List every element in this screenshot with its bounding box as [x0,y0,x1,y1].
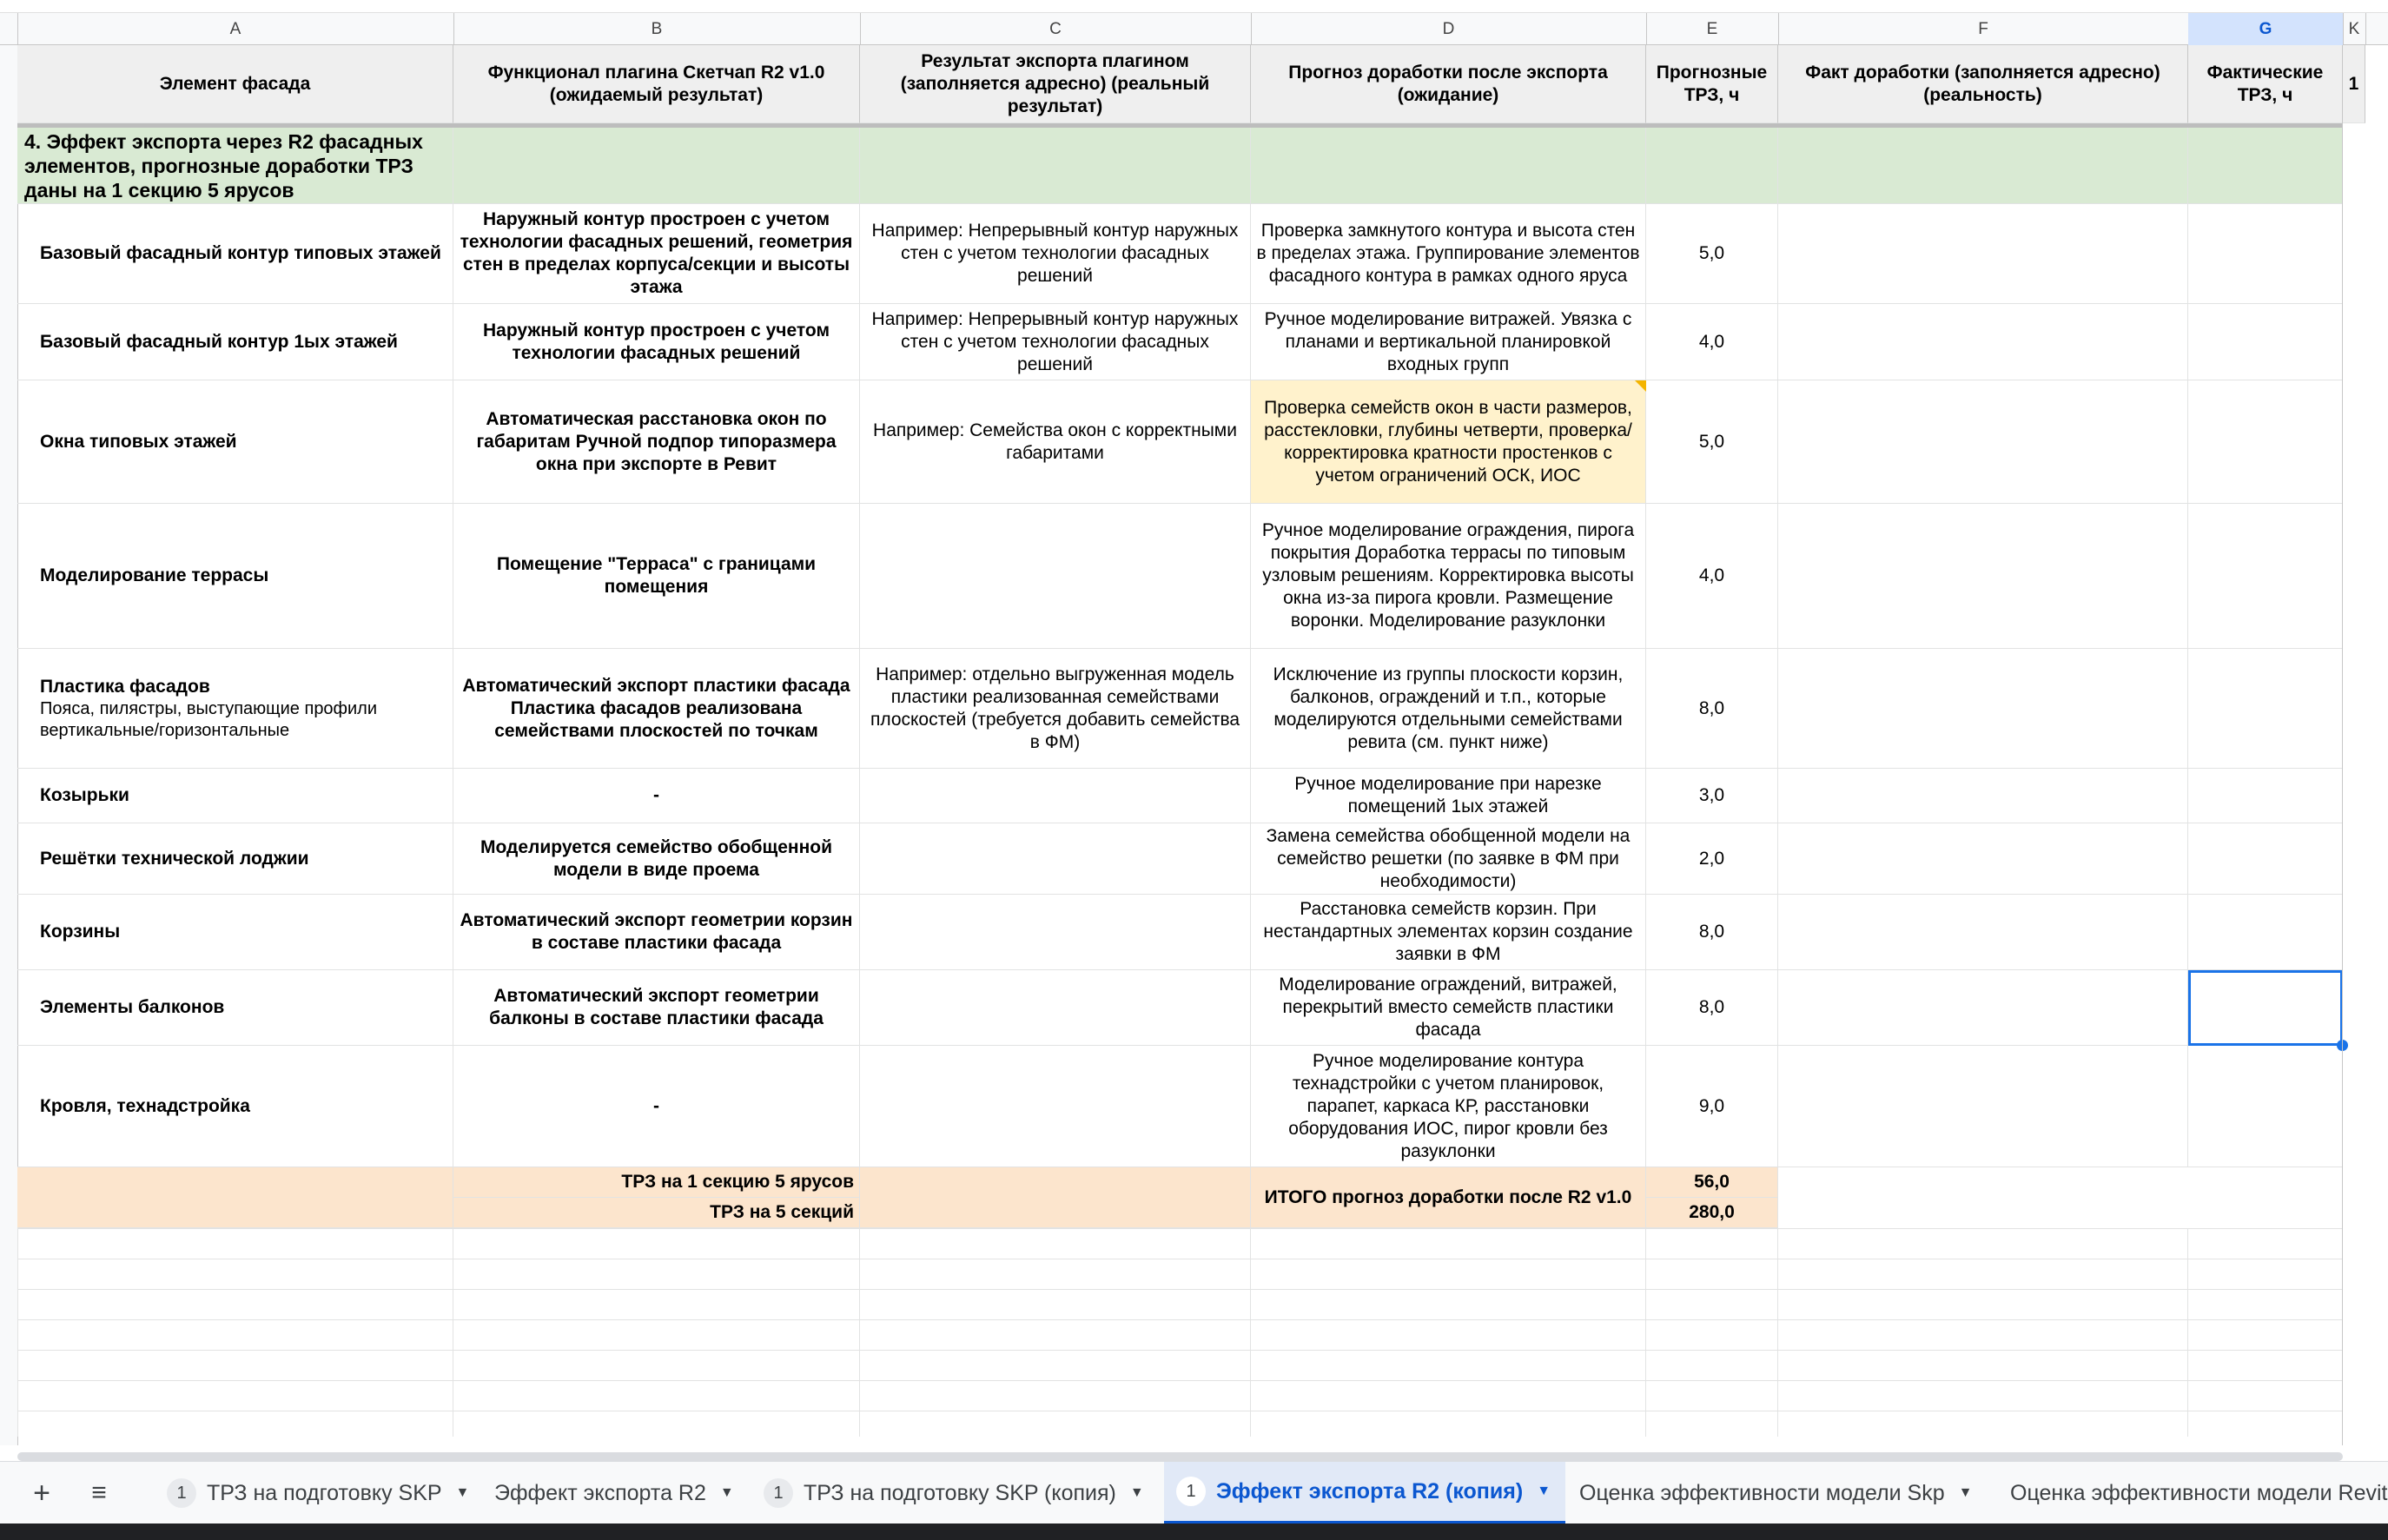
chevron-down-icon[interactable]: ▼ [719,1485,734,1500]
export-result-cell[interactable] [860,970,1251,1046]
header-cell-plugin-function[interactable]: Функционал плагина Скетчап R2 v1.0 (ожидаемый результат) [453,45,860,123]
export-result-cell[interactable] [860,1046,1251,1167]
forecast-hours-cell[interactable]: 2,0 [1646,823,1778,895]
chevron-down-icon[interactable]: ▼ [455,1485,470,1500]
header-cell-element[interactable]: Элемент фасада [17,45,453,123]
plugin-function-cell[interactable]: Автоматическая расстановка окон по габаритам Ручной подпор типоразмера окна при экспорте в Ревит [453,380,860,504]
totals-empty-cell[interactable] [860,1167,1251,1228]
os-taskbar [0,1523,2388,1540]
forecast-cell[interactable]: Проверка замкнутого контура и высота стен в пределах этажа. Группирование элементов фасадного контура в рамках одного яруса [1251,204,1646,304]
totals-summary-label[interactable]: ИТОГО прогноз доработки после R2 v1.0 [1251,1167,1646,1228]
comment-indicator-icon[interactable] [1635,380,1646,392]
column-header-f[interactable]: F [1778,13,2189,45]
forecast-hours-cell[interactable]: 9,0 [1646,1046,1778,1167]
fact-hours-cell[interactable] [2188,1046,2343,1167]
forecast-cell[interactable]: Исключение из группы плоскости корзин, балконов, ограждений и т.п., которые моделируются отдельными семействами ревита (см. пункт ниже) [1251,649,1646,769]
horizontal-scrollbar[interactable] [17,1452,2343,1461]
element-cell[interactable]: Окна типовых этажей [17,380,453,504]
element-cell[interactable]: Решётки технической лоджии [17,823,453,895]
section-cell[interactable] [2188,128,2343,204]
fact-cell[interactable] [1778,769,2188,823]
header-cell-export-result[interactable]: Результат экспорта плагином (заполняется адресно) (реальный результат) [860,45,1251,123]
plugin-function-cell[interactable]: - [453,1046,860,1167]
forecast-cell[interactable]: Ручное моделирование при нарезке помещений 1ых этажей [1251,769,1646,823]
forecast-cell[interactable]: Моделирование ограждений, витражей, перекрытий вместо семейств пластики фасада [1251,970,1646,1046]
forecast-hours-cell[interactable]: 5,0 [1646,380,1778,504]
forecast-hours-cell[interactable]: 4,0 [1646,304,1778,380]
plugin-function-cell[interactable]: - [453,769,860,823]
element-cell[interactable]: Кровля, технадстройка [17,1046,453,1167]
fact-hours-cell[interactable] [2188,895,2343,970]
sheet-tab-label: Оценка эффективности модели Revit [2010,1480,2388,1505]
fact-cell[interactable] [1778,895,2188,970]
totals-label-one-section[interactable]: ТРЗ на 1 секцию 5 ярусов [453,1167,860,1198]
chevron-down-icon[interactable]: ▼ [1958,1485,1973,1500]
column-header-k[interactable]: K [2343,13,2366,45]
column-header-a[interactable]: A [17,13,454,45]
chevron-down-icon[interactable]: ▼ [1537,1484,1551,1498]
column-header-c[interactable]: C [860,13,1252,45]
column-header-g[interactable]: G [2188,13,2344,45]
chevron-down-icon[interactable]: ▼ [1129,1485,1144,1500]
forecast-cell[interactable]: Ручное моделирование контура технадстройки с учетом планировок, парапет, каркаса КР, расстановки оборудования ИОС, пирог кровли без разуклонки [1251,1046,1646,1167]
forecast-cell-highlighted[interactable]: Проверка семейств окон в части размеров, расстекловки, глубины четверти, проверка/корректировка кратности простенков с учетом ограничений ОСК, ИОС [1251,380,1646,504]
header-cell-forecast-hours[interactable]: Прогнозные ТРЗ, ч [1646,45,1778,123]
plugin-function-cell[interactable]: Помещение "Терраса" с границами помещения [453,504,860,649]
forecast-cell[interactable]: Ручное моделирование витражей. Увязка с планами и вертикальной планировкой входных групп [1251,304,1646,380]
sheet-tab[interactable] [482,1462,746,1524]
plugin-function-cell[interactable]: Автоматический экспорт геометрии балконы в составе пластики фасада [453,970,860,1046]
sheet-tab[interactable] [155,1462,481,1524]
element-cell[interactable]: Моделирование террасы [17,504,453,649]
fact-hours-cell[interactable] [2188,769,2343,823]
gridline [1250,1228,1251,1437]
gridline [2187,1228,2188,1437]
fact-hours-cell[interactable] [2188,504,2343,649]
forecast-hours-cell[interactable]: 8,0 [1646,895,1778,970]
selected-cell[interactable] [2188,970,2343,1046]
element-cell[interactable]: Корзины [17,895,453,970]
element-cell[interactable]: Козырьки [17,769,453,823]
element-cell[interactable]: Элементы балконов [17,970,453,1046]
header-cell-extra[interactable]: 1 [2343,45,2365,123]
plugin-function-cell[interactable]: Автоматический экспорт геометрии корзин в составе пластики фасада [453,895,860,970]
export-result-cell[interactable] [860,769,1251,823]
fact-cell[interactable] [1778,380,2188,504]
select-all-corner[interactable] [0,13,18,45]
all-sheets-menu-icon[interactable]: ≡ [91,1478,107,1507]
totals-empty-cell[interactable] [17,1167,453,1228]
sheet-tab-label: ТРЗ на подготовку SKP [207,1480,442,1505]
sheet-tab-label: ТРЗ на подготовку SKP (копия) [804,1480,1116,1505]
fact-cell[interactable] [1778,649,2188,769]
element-title: Пластика фасадов [40,676,210,697]
plugin-function-cell[interactable]: Автоматический экспорт пластики фасада Пластика фасадов реализована семействами плоскостей по точкам [453,649,860,769]
sheet-tab[interactable] [1567,1462,1984,1524]
export-result-cell[interactable] [860,823,1251,895]
fact-cell[interactable] [1778,970,2188,1046]
totals-value-one-section[interactable]: 56,0 [1646,1167,1778,1198]
forecast-hours-cell[interactable]: 5,0 [1646,204,1778,304]
element-cell[interactable]: Базовый фасадный контур 1ых этажей [17,304,453,380]
plugin-function-cell[interactable]: Наружный контур простроен с учетом технологии фасадных решений, геометрия стен в пределах корпуса/секции и высоты этажа [453,204,860,304]
element-cell[interactable]: Базовый фасадный контур типовых этажей [17,204,453,304]
forecast-cell[interactable]: Расстановка семейств корзин. При нестандартных элементах корзин создание заявки в ФМ [1251,895,1646,970]
fact-hours-cell[interactable] [2188,649,2343,769]
forecast-hours-cell[interactable]: 4,0 [1646,504,1778,649]
sheet-count-badge: 1 [167,1478,196,1508]
export-result-cell[interactable]: Например: отдельно выгруженная модель пластики реализованная семействами плоскостей (требуется добавить семейства в ФМ) [860,649,1251,769]
row-number-strip[interactable] [0,45,18,1445]
frozen-column-divider[interactable] [2342,45,2343,1445]
gridline [1777,1228,1778,1437]
fact-cell[interactable] [1778,204,2188,304]
sheet-tab[interactable] [751,1462,1156,1524]
column-header-e[interactable]: E [1646,13,1779,45]
gridline [1645,1228,1646,1437]
sheet-tab-label: Оценка эффективности модели Skp [1579,1480,1945,1505]
section-cell[interactable] [1251,128,1646,204]
export-result-cell[interactable] [860,504,1251,649]
gridline [859,1228,860,1437]
sheet-count-badge: 1 [1176,1477,1206,1506]
plugin-function-cell[interactable]: Моделируется семейство обобщенной модели в виде проема [453,823,860,895]
export-result-cell[interactable] [860,895,1251,970]
fact-hours-cell[interactable] [2188,380,2343,504]
element-cell[interactable] [17,649,453,769]
sheet-tab-active[interactable] [1164,1462,1565,1524]
fact-cell[interactable] [1778,1046,2188,1167]
column-header-next[interactable] [2365,13,2388,45]
sheet-tab-label: Эффект экспорта R2 [494,1480,706,1505]
header-cell-fact-hours[interactable]: Фактические ТРЗ, ч [2188,45,2343,123]
sheet-tab-label: Эффект экспорта R2 (копия) [1216,1478,1524,1504]
plus-icon[interactable]: + [33,1476,50,1510]
header-cell-forecast[interactable]: Прогноз доработки после экспорта (ожидание) [1251,45,1646,123]
empty-rows[interactable] [17,1228,2343,1437]
totals-value-five-sections[interactable]: 280,0 [1646,1198,1778,1228]
forecast-cell[interactable]: Ручное моделирование ограждения, пирога покрытия Доработка террасы по типовым узловым решениям. Корректировка высоты окна из-за пирога кровли. Размещение воронки. Моделирование разуклонки [1251,504,1646,649]
fact-cell[interactable] [1778,823,2188,895]
column-header-b[interactable]: B [453,13,861,45]
fact-cell[interactable] [1778,504,2188,649]
fact-hours-cell[interactable] [2188,304,2343,380]
plugin-function-cell[interactable]: Наружный контур простроен с учетом технологии фасадных решений [453,304,860,380]
section-title[interactable]: 4. Эффект экспорта через R2 фасадных элементов, прогнозные доработки ТРЗ даны на 1 секцию 5 ярусов [17,128,453,204]
sheet-tab-bar [0,1461,2388,1523]
forecast-hours-cell[interactable]: 3,0 [1646,769,1778,823]
fact-cell[interactable] [1778,304,2188,380]
export-result-cell[interactable]: Например: Непрерывный контур наружных стен с учетом технологии фасадных решений [860,304,1251,380]
section-cell[interactable] [1778,128,2188,204]
section-cell[interactable] [860,128,1251,204]
export-result-cell[interactable]: Например: Непрерывный контур наружных стен с учетом технологии фасадных решений [860,204,1251,304]
forecast-hours-cell[interactable]: 8,0 [1646,970,1778,1046]
element-subtitle: Пояса, пилястры, выступающие профили вертикальные/горизонтальные [40,698,378,740]
column-header-d[interactable]: D [1251,13,1647,45]
forecast-cell[interactable]: Замена семейства обобщенной модели на семейство решетки (по заявке в ФМ при необходимости) [1251,823,1646,895]
sheet-tab[interactable] [1998,1462,2388,1524]
forecast-hours-cell[interactable]: 8,0 [1646,649,1778,769]
totals-label-five-sections[interactable]: ТРЗ на 5 секций [453,1198,860,1228]
header-cell-fact[interactable]: Факт доработки (заполняется адресно) (реальность) [1778,45,2188,123]
section-cell[interactable] [453,128,860,204]
sheet-count-badge: 1 [764,1478,793,1508]
export-result-cell[interactable]: Например: Семейства окон с корректными габаритами [860,380,1251,504]
fact-hours-cell[interactable] [2188,204,2343,304]
spreadsheet-grid[interactable] [0,45,2388,1445]
column-header-bar [0,12,2388,45]
fact-hours-cell[interactable] [2188,823,2343,895]
section-cell[interactable] [1646,128,1778,204]
